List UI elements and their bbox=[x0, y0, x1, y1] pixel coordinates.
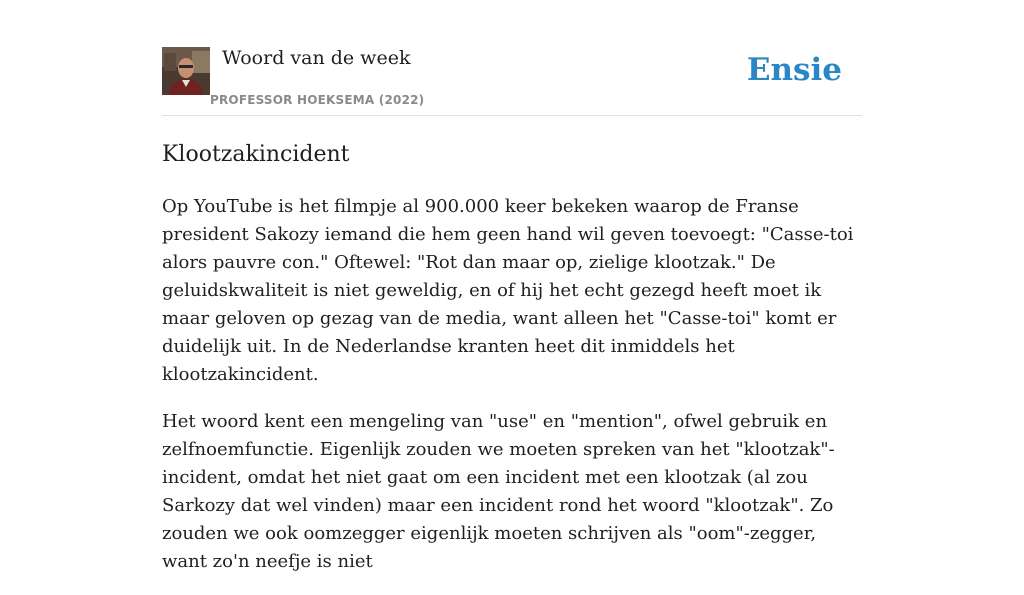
author-name: PROFESSOR HOEKSEMA (2022) bbox=[210, 93, 425, 107]
brand-logo[interactable]: Ensie bbox=[746, 52, 842, 88]
card-header bbox=[162, 46, 862, 116]
article-paragraph: Op YouTube is het filmpje al 900.000 keer bekeken waarop de Franse president Sakozy iemand die hem geen hand wil geven toevoegt: "Casse-toi alors pauvre con." Oftewel: "Rot dan maar op, zielige klootzak." De geluidskwaliteit is niet geweldig, en of hij het echt gezegd heeft moet ik maar geloven op gezag van de media, want alleen het "Casse-toi" komt er duidelijk uit. In de Nederlandse kranten heet dit inmiddels het klootzakincident. bbox=[162, 196, 854, 385]
collection-title: Woord van de week bbox=[222, 47, 411, 69]
author-avatar bbox=[162, 47, 210, 95]
article-title: Klootzakincident bbox=[162, 142, 350, 167]
article-paragraph: Het woord kent een mengeling van "use" en "mention", ofwel gebruik en zelfnoemfunctie. Eigenlijk zouden we moeten spreken van het "klootzak"-incident, omdat het niet gaat om een incident met een klootzak (al zou Sarkozy dat wel vinden) maar een incident rond het woord "klootzak". Zo zouden we ook oomzegger eigenlijk moeten schrijven als "oom"-zegger, want zo'n neefje is niet bbox=[162, 411, 835, 572]
header-divider bbox=[162, 115, 862, 116]
avatar-portrait-icon bbox=[162, 47, 210, 95]
article-body bbox=[162, 193, 864, 595]
